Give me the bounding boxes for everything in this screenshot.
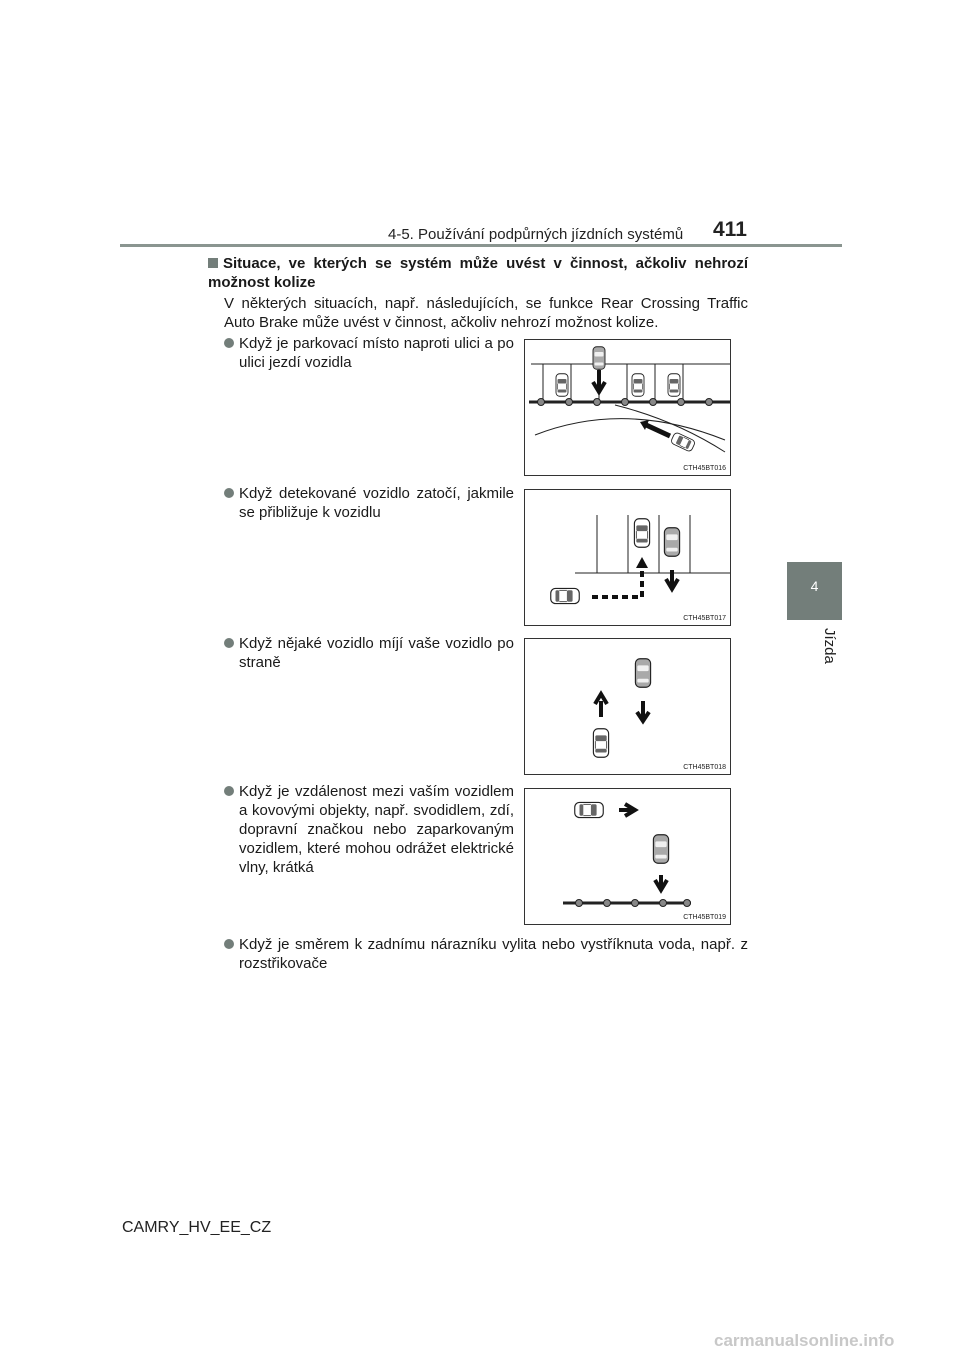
section-title: 4-5. Používání podpůrných jízdních systémů	[388, 226, 684, 243]
list-item	[224, 782, 514, 877]
bullet-icon	[224, 939, 234, 949]
figure-code: CTH45BT016	[683, 465, 726, 472]
figure-code: CTH45BT018	[683, 764, 726, 771]
figure-code: CTH45BT019	[683, 914, 726, 921]
intro-paragraph: V některých situacích, např. následujících, se funkce Rear Crossing Traffic Auto Brake může uvést v činnost, ačkoliv nehrozí možnost kolize.	[224, 295, 748, 331]
figure	[524, 638, 731, 775]
square-bullet-icon	[208, 258, 218, 268]
figure	[524, 489, 731, 626]
list-item-text: Když je parkovací místo naproti ulici a po ulici jezdí vozidla	[239, 335, 514, 371]
list-item	[224, 634, 514, 672]
illustration-parking-opposite-street	[525, 340, 730, 475]
list-item-text: Když je směrem k zadnímu nárazníku vylita nebo vystříknuta voda, např. z rozstřikovače	[239, 936, 748, 972]
figure-code: CTH45BT017	[683, 615, 726, 622]
header-rule	[120, 244, 842, 247]
list-item	[224, 484, 514, 522]
bullet-icon	[224, 338, 234, 348]
bullet-icon	[224, 488, 234, 498]
chapter-label-text: Jízda	[821, 628, 838, 664]
list-item-text: Když je vzdálenost mezi vaším vozidlem a kovovými objekty, např. svodidlem, zdí, dopravní značkou nebo zaparkovaným vozidlem, které mohou odrážet elektrické vlny, krátká	[239, 783, 514, 876]
bullet-icon	[224, 638, 234, 648]
illustration-vehicle-turning	[525, 490, 730, 625]
page-number: 411	[713, 218, 747, 241]
document-code: CAMRY_HV_EE_CZ	[122, 1219, 272, 1236]
chapter-label	[748, 628, 838, 688]
figure	[524, 788, 731, 925]
bullet-icon	[224, 786, 234, 796]
section-heading-text: Situace, ve kterých se systém může uvést v činnost, ačkoliv nehrozí možnost kolize	[208, 255, 748, 291]
list-item-text: Když detekované vozidlo zatočí, jakmile se přibližuje k vozidlu	[239, 485, 514, 521]
chapter-tab-number: 4	[810, 578, 819, 594]
list-item-text: Když nějaké vozidlo míjí vaše vozidlo po straně	[239, 635, 514, 671]
section-heading	[208, 254, 748, 292]
figure	[524, 339, 731, 476]
illustration-vehicle-passing	[525, 639, 730, 774]
illustration-metal-objects-nearby	[525, 789, 730, 924]
watermark: carmanualsonline.info	[714, 1331, 895, 1350]
list-item	[224, 935, 748, 973]
list-item	[224, 334, 514, 372]
